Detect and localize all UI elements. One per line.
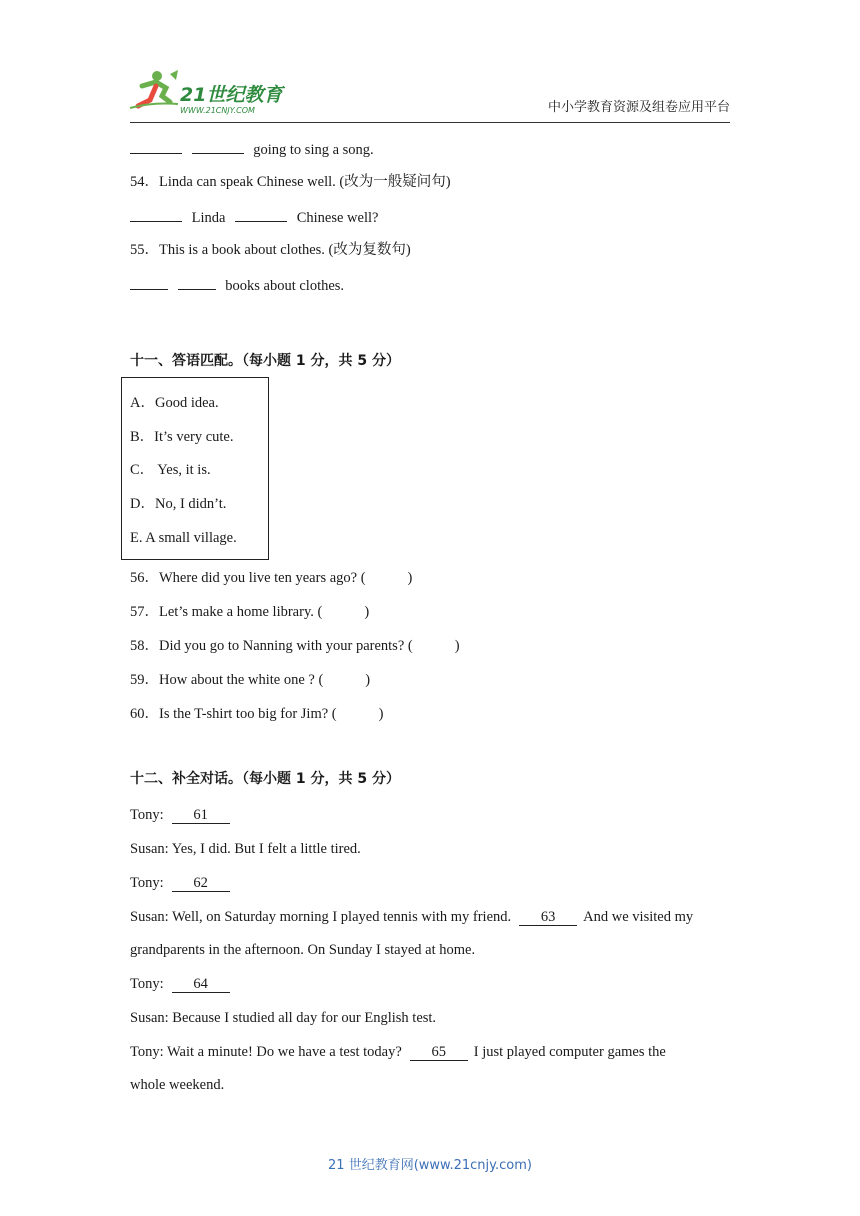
- blank-65: 65: [410, 1044, 468, 1061]
- dialogue-line-3: Tony: 62: [130, 874, 236, 892]
- dialogue-line-7: Susan: Because I studied all day for our English test.: [130, 1010, 437, 1026]
- q54-answer-line: [130, 207, 378, 227]
- line-text: books about clothes.: [225, 278, 345, 294]
- running-man-icon: [130, 70, 178, 108]
- dialogue-line-2: Susan: Yes, I did. But I felt a little tired.: [130, 841, 361, 857]
- header-right-text: 中小学教育资源及组卷应用平台: [547, 100, 730, 115]
- section-12-title: 十二、补全对话。（每小题 1 分，共 5 分）: [130, 771, 400, 787]
- question-60: 60．Is the T-shirt too big for Jim? ( ): [130, 706, 384, 722]
- option-a: A．Good idea.: [130, 395, 219, 411]
- answer-blank: [192, 139, 244, 154]
- option-e: E. A small village.: [130, 530, 237, 546]
- option-d: D．No, I didn’t.: [130, 496, 227, 512]
- logo: [122, 68, 292, 118]
- dialogue-line-9: whole weekend.: [130, 1077, 225, 1093]
- answer-blank: [235, 207, 287, 222]
- line-text: Linda: [191, 210, 226, 226]
- page-header: [0, 0, 860, 126]
- logo-text: 21世纪教育: [180, 84, 283, 106]
- logo-subtext: WWW.21CNJY.COM: [180, 106, 255, 115]
- dialogue-line-5: grandparents in the afternoon. On Sunday I stayed at home.: [130, 942, 476, 958]
- q55-answer-line: [130, 275, 344, 295]
- page-footer: 21 世纪教育网(www.21cnjy.com): [328, 1158, 532, 1173]
- header-divider: [130, 122, 730, 123]
- dialogue-line-6: Tony: 64: [130, 975, 236, 993]
- line-text: going to sing a song.: [253, 142, 374, 158]
- blank-63: 63: [519, 909, 577, 926]
- answer-blank: [130, 207, 182, 222]
- dialogue-line-1: Tony: 61: [130, 806, 236, 824]
- blank-64: 64: [172, 976, 230, 993]
- question-54: 54．Linda can speak Chinese well. (改为一般疑问句): [130, 174, 451, 190]
- blank-61: 61: [172, 807, 230, 824]
- dialogue-line-8: Tony: Wait a minute! Do we have a test today? 65 I just played computer games the: [130, 1044, 666, 1060]
- answer-blank: [178, 275, 216, 290]
- section-11-title: 十一、答语匹配。（每小题 1 分，共 5 分）: [130, 353, 400, 369]
- answer-blank: [130, 275, 168, 290]
- blank-62: 62: [172, 875, 230, 892]
- line-text: Chinese well?: [296, 210, 379, 226]
- q53-answer-line: [130, 139, 374, 159]
- dialogue-line-4: Susan: Well, on Saturday morning I played tennis with my friend. 63 And we visited my: [130, 909, 694, 925]
- question-57: 57．Let’s make a home library. ( ): [130, 604, 370, 620]
- question-56: 56．Where did you live ten years ago? ( ): [130, 570, 413, 586]
- question-55: 55．This is a book about clothes. (改为复数句): [130, 242, 411, 258]
- option-b: B．It’s very cute.: [130, 429, 234, 445]
- question-58: 58．Did you go to Nanning with your parents? ( ): [130, 638, 460, 654]
- question-59: 59．How about the white one ? ( ): [130, 672, 371, 688]
- answer-blank: [130, 139, 182, 154]
- option-c: C． Yes, it is.: [130, 462, 211, 478]
